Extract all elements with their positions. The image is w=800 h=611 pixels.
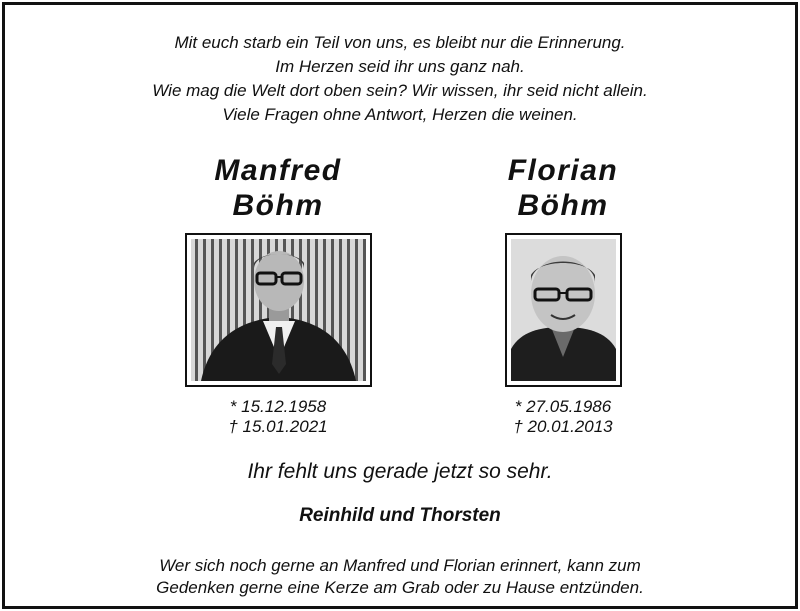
person-manfred bbox=[168, 153, 388, 437]
signers: Reinhild und Thorsten bbox=[299, 505, 501, 526]
portrait-photo bbox=[191, 239, 366, 381]
portrait-photo bbox=[511, 239, 616, 381]
birth-date: * 27.05.1986 bbox=[514, 397, 612, 416]
person-name bbox=[453, 153, 673, 223]
portrait-frame bbox=[185, 233, 372, 387]
portrait-image bbox=[511, 239, 616, 381]
life-dates bbox=[453, 397, 673, 437]
person-name bbox=[168, 153, 388, 223]
first-name: Florian bbox=[507, 154, 619, 187]
portrait-image bbox=[191, 239, 366, 381]
life-dates bbox=[168, 397, 388, 437]
obituary-frame bbox=[2, 2, 798, 609]
death-date: † 20.01.2013 bbox=[513, 417, 613, 436]
poem-line: Mit euch starb ein Teil von uns, es bleibt nur die Erinnerung. bbox=[174, 33, 626, 52]
last-name: Böhm bbox=[517, 189, 609, 222]
poem-line: Im Herzen seid ihr uns ganz nah. bbox=[275, 57, 525, 76]
poem-line: Viele Fragen ohne Antwort, Herzen die weinen. bbox=[222, 105, 578, 124]
death-date: † 15.01.2021 bbox=[228, 417, 328, 436]
note-line: Wer sich noch gerne an Manfred und Florian erinnert, kann zum bbox=[159, 556, 641, 575]
poem bbox=[5, 31, 795, 127]
person-florian bbox=[453, 153, 673, 437]
first-name: Manfred bbox=[214, 154, 342, 187]
remembrance-note bbox=[5, 555, 795, 599]
birth-date: * 15.12.1958 bbox=[229, 397, 327, 416]
last-name: Böhm bbox=[232, 189, 324, 222]
closing-line: Ihr fehlt uns gerade jetzt so sehr. bbox=[247, 460, 553, 483]
note-line: Gedenken gerne eine Kerze am Grab oder zu Hause entzünden. bbox=[156, 578, 644, 597]
poem-line: Wie mag die Welt dort oben sein? Wir wissen, ihr seid nicht allein. bbox=[152, 81, 648, 100]
portrait-frame bbox=[505, 233, 622, 387]
